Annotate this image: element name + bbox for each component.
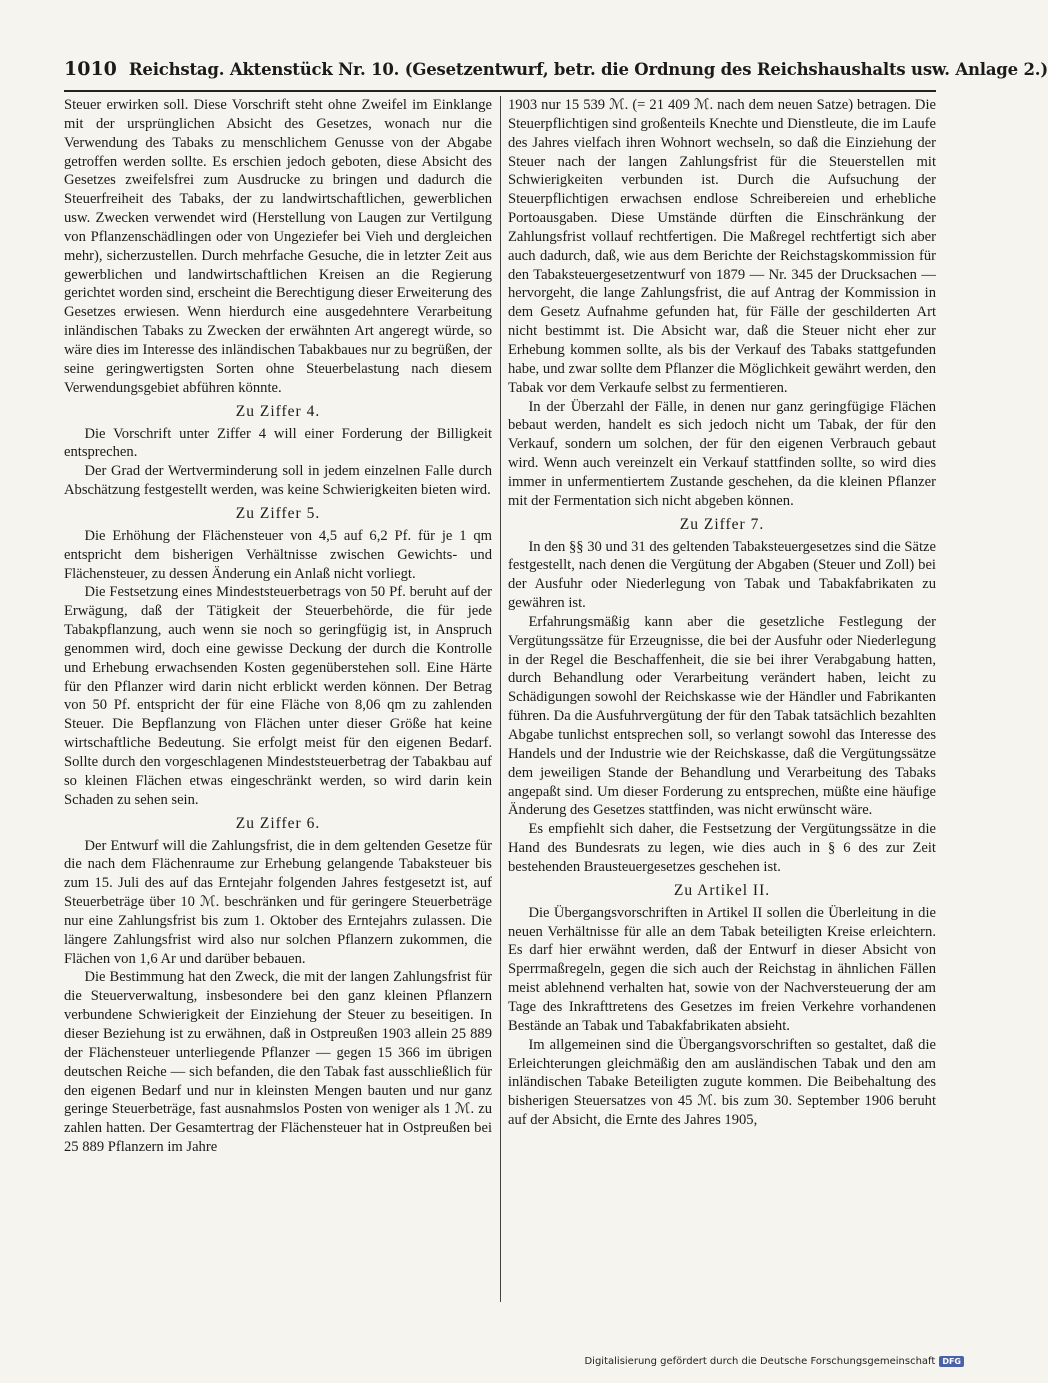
header-rule xyxy=(64,90,936,92)
paragraph: In der Überzahl der Fälle, in denen nur ganz geringfügige Flächen bebaut werden, handelt es sich jedoch nicht um Tabak, der für den Verkauf, sondern um solchen, der für den eigenen Verbrauch gebaut wird. Wenn auch vereinzelt ein Verkauf stattfinden sollte, so wird dies immer in unfermentiertem Zustande geschehen, da die kleinen Pflanzer mit der Fermentation sich nicht abgeben können. xyxy=(508,398,936,509)
paragraph: Der Entwurf will die Zahlungsfrist, die in dem geltenden Gesetze für die nach dem Flächenraume zur Erhebung gelangende Tabaksteuer bis zum 15. Juli des auf das Erntejahr folgenden Jahres festgesetzt ist, auf Steuerbeträge über 10 ℳ. beschränken und für geringere Steuerbeträge nur eine Zahlungsfrist bis zum 1. Oktober des Erntejahrs zulassen. Die längere Zahlungsfrist wird also nur solchen Pflanzern zukommen, die Flächen von 1,6 Ar und darüber bebauen. xyxy=(64,837,492,967)
paragraph: Die Festsetzung eines Mindeststeuerbetrags von 50 Pf. beruht auf der Erwägung, daß der Tätigkeit der Steuerbehörde, die für jede Tabakpflanzung, auch wenn sie noch so geringfügig ist, in Anspruch genommen wird, doch eine gewisse Deckung der durch die Kontrolle und Erhebung erwachsenden Kosten gegenüberstehen soll. Eine Härte für den Pflanzer wird darin nicht erblickt werden können. Der Betrag von 50 Pf. entspricht der für eine Fläche von 8,06 qm zu zahlenden Steuer. Die Bepflanzung von Flächen unter dieser Größe hat keine wirtschaftliche Bedeutung. Sie erfolgt meist für den eigenen Bedarf. Sollte durch den vorgeschlagenen Mindeststeuerbetrag der Tabakbau auf so kleinen Flächen etwas eingeschränkt werden, so wird darin kein Schaden zu sehen sein. xyxy=(64,584,492,808)
paragraph: Die Erhöhung der Flächensteuer von 4,5 auf 6,2 Pf. für je 1 qm entspricht dem bisherigen Verhältnisse zwischen Gewichts- und Flächensteuer, zu dessen Änderung ein Anlaß nicht vorliegt. xyxy=(64,527,492,582)
dfg-logo-icon: DFG xyxy=(939,1356,964,1367)
left-column xyxy=(64,96,492,1304)
footer xyxy=(584,1356,964,1367)
paragraph: Der Grad der Wertverminderung soll in jedem einzelnen Falle durch Abschätzung festgestellt werden, was keine Schwierigkeiten bieten wird. xyxy=(64,463,492,499)
section-heading: Zu Ziffer 7. xyxy=(679,515,765,533)
column-divider xyxy=(500,96,501,1302)
paragraph: Erfahrungsmäßig kann aber die gesetzliche Festlegung der Vergütungssätze für Erzeugnisse, die bei der Ausfuhr oder Niederlegung in der Regel die Beschaffenheit, die sie bei ihrer Verabgabung hatten, durch Behandlung oder Verarbeitung verändert haben, leicht zu Schädigungen sowohl der Reichskasse wie der Händler und Fabrikanten führen. Da die Ausfuhrvergütung der für den Tabak tatsächlich bezahlten Abgabe tunlichst entsprechen soll, so verlangt sowohl das Interesse des Handels und der Industrie wie der Reichskasse, daß die Vergütungssätze dem jeweiligen Stande der Behandlung und Verarbeitung des Tabaks angepaßt sind. Um dieser Forderung zu entsprechen, müßte eine häufige Änderung des Gesetzes stattfinden, was nicht erwünscht wäre. xyxy=(508,613,936,819)
page-header xyxy=(64,58,1048,88)
paragraph: Steuer erwirken soll. Diese Vorschrift steht ohne Zweifel im Einklange mit der ursprünglichen Absicht des Gesetzes, wonach nur die Verwendung des Tabaks zu menschlichem Genusse von der Abgabe getroffen werden sollte. Es erschien jedoch geboten, diese Absicht des Gesetzes zweifelsfrei zum Ausdrucke zu bringen und dadurch die Steuerfreiheit des Tabaks, der zu landwirtschaftlichen, gewerblichen usw. Zwecken verwendet wird (Herstellung von Laugen zur Vertilgung von Pflanzenschädlingen oder von Ungeziefer bei Vieh und dergleichen mehr), sicherzustellen. Durch mehrfache Gesuche, die in letzter Zeit aus gewerblichen und landwirtschaftlichen Kreisen an die Regierung gerichtet worden sind, erscheint die Berechtigung dieser Erweiterung des Gesetzes erwiesen. Wenn hierdurch eine ausgedehntere Verarbeitung inländischen Tabaks zu Zwecken der erwähnten Art angeregt würde, so wäre dies im Interesse des inländischen Tabakbaues nur zu begrüßen, der seine geringwertigsten Sorten ohne Steuerbelastung nach diesem Verwendungsgebiet abführen könnte. xyxy=(64,97,492,396)
footer-credit: Digitalisierung gefördert durch die Deutsche Forschungsgemeinschaft xyxy=(584,1356,936,1367)
header-title: Reichstag. Aktenstück Nr. 10. (Gesetzentwurf, betr. die Ordnung des Reichshaushalts usw. Anlage 2.) xyxy=(128,60,1048,79)
paragraph: Die Übergangsvorschriften in Artikel II sollen die Überleitung in die neuen Verhältnisse für alle an dem Tabak beteiligten Kreise erleichtern. Es darf hier erwähnt werden, daß der Entwurf in dieser Absicht von Sperrmaßregeln, gegen die sich auch der Reichstag in ähnlichen Fällen meist ablehnend verhalten hat, sowie von der Nachversteuerung der am Tage des Inkrafttretens des Gesetzes im freien Verkehre vorhandenen Bestände an Tabak und Tabakfabrikaten absieht. xyxy=(508,904,936,1034)
paragraph: In den §§ 30 und 31 des geltenden Tabaksteuergesetzes sind die Sätze festgestellt, nach denen die Vergütung der Abgaben (Steuer und Zoll) bei der Ausfuhr oder Niederlegung von Tabak und Tabakfabrikaten zu gewähren ist. xyxy=(508,538,936,612)
paragraph: Es empfiehlt sich daher, die Festsetzung der Vergütungssätze in die Hand des Bundesrats zu legen, wie dies auch in § 6 des zur Zeit bestehenden Brausteuergesetzes geschehen ist. xyxy=(508,821,936,875)
section-heading: Zu Ziffer 6. xyxy=(235,814,321,832)
paragraph: Die Bestimmung hat den Zweck, die mit der langen Zahlungsfrist für die Steuerverwaltung, insbesondere bei den ganz kleinen Pflanzern verbundene Schwierigkeit der Einziehung der Steuer zu beseitigen. In dieser Beziehung ist zu erwähnen, daß in Ostpreußen 1903 allein 25 889 der Flächensteuer unterliegende Pflanzer — gegen 15 366 im übrigen deutschen Reiche — sich befanden, die den Tabak fast ausschließlich für den eigenen Bedarf und nur in kleinsten Mengen bauten und nur ganz geringe Steuerbeträge, fast ausnahmslos Posten von weniger als 1 ℳ. zu zahlen hatten. Der Gesamtertrag der Flächensteuer hat in Ostpreußen bei 25 889 Pflanzern im Jahre xyxy=(64,969,492,1156)
paragraph: Im allgemeinen sind die Übergangsvorschriften so gestaltet, daß die Erleichterungen gleichmäßig den am ausländischen Tabak und den am inländischen Tabake Beteiligten zugute kommen. Die Beibehaltung des bisherigen Steuersatzes von 45 ℳ. bis zum 30. September 1906 beruht auf der Absicht, die Ernte des Jahres 1905, xyxy=(508,1036,936,1129)
paragraph: 1903 nur 15 539 ℳ. (= 21 409 ℳ. nach dem neuen Satze) betragen. Die Steuerpflichtigen sind großenteils Knechte und Dienstleute, die im Laufe des Jahres vielfach ihren Wohnort wechseln, so daß die Einziehung der Steuer nach der langen Zahlungsfrist für die Steuerstellen mit Schwierigkeiten verbunden ist. Durch die Aufsuchung der Steuerpflichtigen erwachsen endlose Schreibereien und erhebliche Portoausgaben. Diese Umstände dürften die Einschränkung der Zahlungsfrist vollauf rechtfertigen. Die Maßregel rechtfertigt sich aber auch dadurch, daß, wie aus dem Berichte der Reichstagskommission für den Tabaksteuergesetzentwurf von 1879 — Nr. 345 der Drucksachen — hervorgeht, die lange Zahlungsfrist, die auf Antrag der Kommission in dem Gesetz Aufnahme gefunden hat, für Fälle der geschilderten Art nicht bestimmt ist. Die Absicht war, daß die Steuer nicht eher zur Erhebung kommen sollte, als bis der Verkauf des Tabaks stattgefunden habe, und zwar sollte dem Pflanzer die Möglichkeit gewährt werden, den Tabak vor dem Verkaufe selbst zu fermentieren. xyxy=(508,97,936,396)
right-column xyxy=(508,96,936,1304)
section-heading: Zu Ziffer 5. xyxy=(235,504,321,522)
section-heading: Zu Ziffer 4. xyxy=(235,402,321,420)
section-heading: Zu Artikel II. xyxy=(673,881,771,899)
paragraph: Die Vorschrift unter Ziffer 4 will einer Forderung der Billigkeit entsprechen. xyxy=(64,425,492,461)
page-number: 1010 xyxy=(64,58,117,80)
